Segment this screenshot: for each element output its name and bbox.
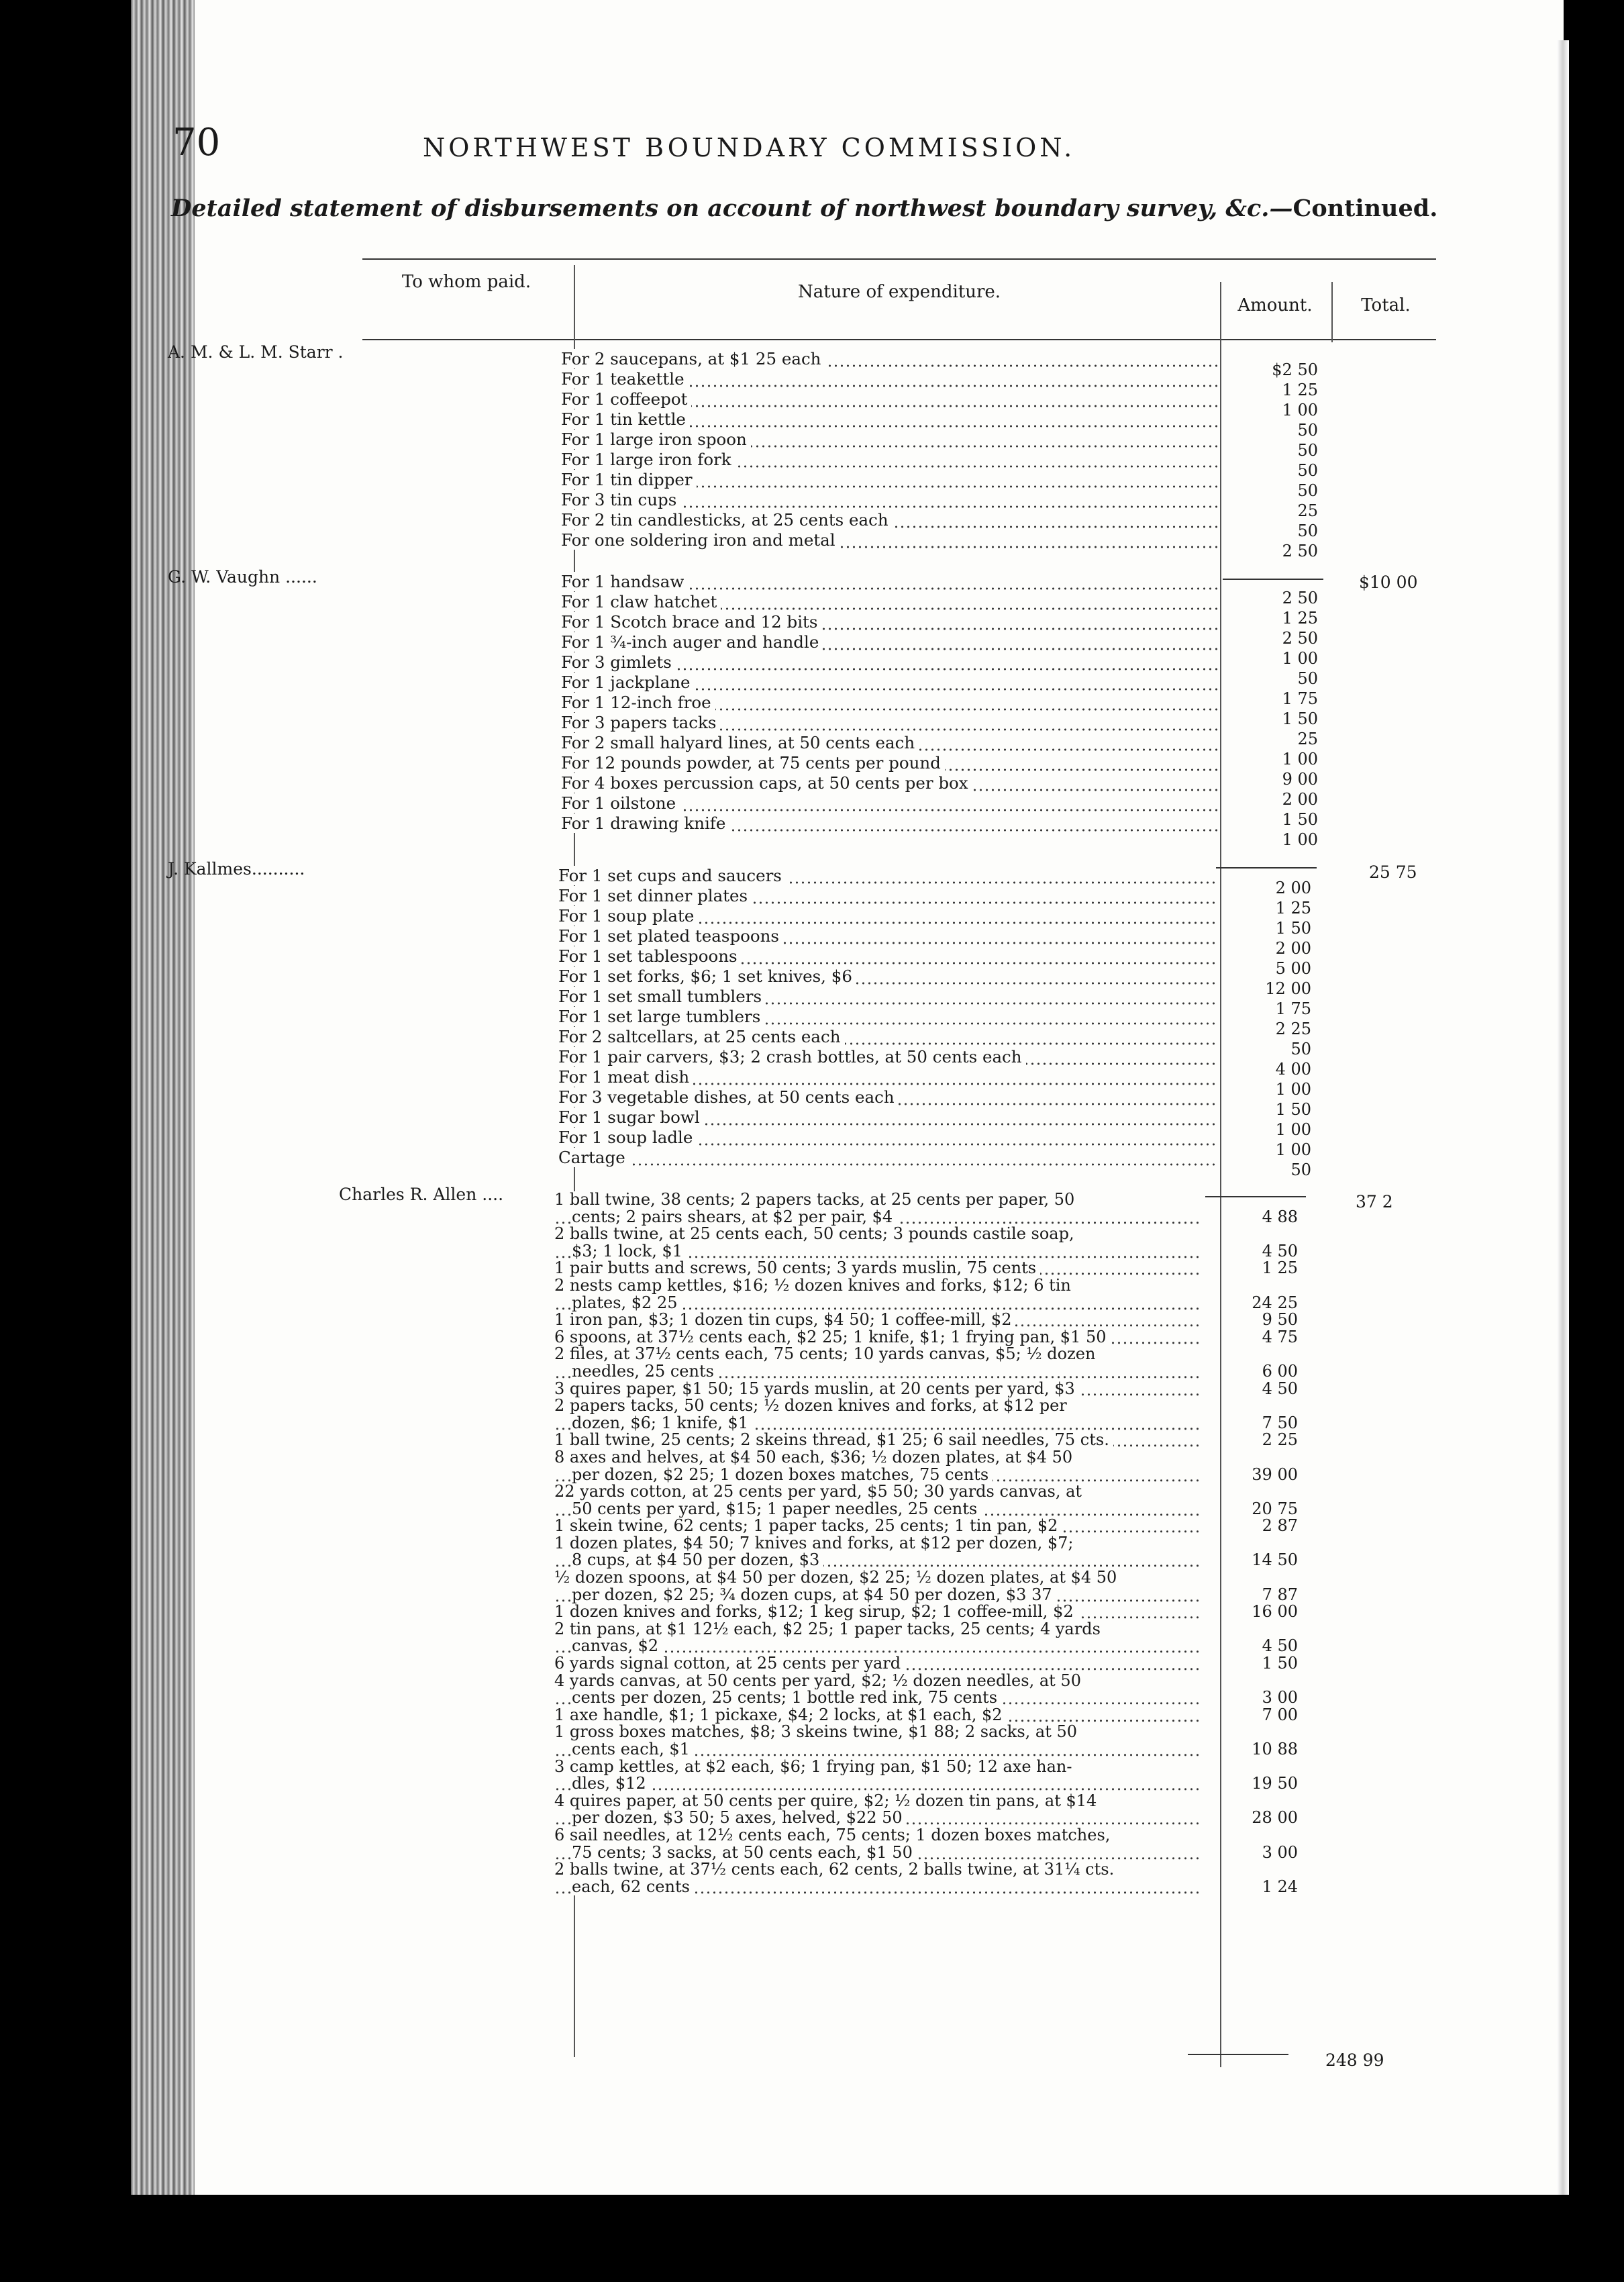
- expenditure-line: 4 yards canvas, at 50 cents per yard, $2; ½ dozen needles, at 50: [554, 1673, 1199, 1690]
- amount: 4 50: [1262, 1379, 1298, 1398]
- expenditure-entry: [554, 1861, 1199, 1895]
- amount: 50: [1297, 522, 1318, 540]
- expenditure-entry: [554, 1827, 1199, 1861]
- amount: 50: [1297, 421, 1318, 440]
- expenditure-line: 2 balls twine, at 37½ cents each, 62 cents, 2 balls twine, at 31¼ cts.: [554, 1861, 1199, 1879]
- amount: 1 00: [1282, 750, 1318, 768]
- expenditure-line: dozen, $6; 1 knife, $1: [554, 1415, 1199, 1432]
- amount: 25: [1297, 501, 1318, 520]
- expenditure-line: For 1 teakettle: [561, 369, 1219, 389]
- expenditure-entry: [554, 1277, 1199, 1311]
- amount: 1 24: [1262, 1877, 1298, 1896]
- expenditure-line: 1 axe handle, $1; 1 pickaxe, $4; 2 locks, at $1 each, $2: [554, 1707, 1199, 1724]
- expenditure-line: 1 pair butts and screws, 50 cents; 3 yards muslin, 75 cents: [554, 1260, 1199, 1277]
- group-total-kallmes: 37 2: [1356, 1192, 1393, 1211]
- items-allen: [554, 1191, 1199, 1895]
- amount: 1 75: [1282, 689, 1318, 708]
- expenditure-line: 50 cents per yard, $15; 1 paper needles, 25 cents: [554, 1501, 1199, 1518]
- amount: 9 00: [1282, 770, 1318, 789]
- expenditure-entry: [554, 1226, 1199, 1260]
- amount: 1 00: [1282, 649, 1318, 668]
- group-total-vaughn: 25 75: [1369, 862, 1417, 882]
- expenditure-line: 3 camp kettles, at $2 each, $6; 1 frying pan, $1 50; 12 axe han-: [554, 1758, 1199, 1776]
- payee-allen: Charles R. Allen ....: [339, 1185, 504, 1204]
- expenditure-entry: [554, 1329, 1199, 1346]
- amount: 1 25: [1262, 1258, 1298, 1278]
- expenditure-line: 75 cents; 3 sacks, at 50 cents each, $1 50: [554, 1844, 1199, 1862]
- amounts-starr: [1221, 360, 1329, 561]
- expenditure-entry: [554, 1260, 1199, 1277]
- amount: 50: [1290, 1160, 1311, 1179]
- amount: 16 00: [1252, 1602, 1298, 1622]
- payee-vaughn: G. W. Vaughn ......: [168, 567, 317, 587]
- amount: 1 00: [1275, 1140, 1311, 1159]
- page-number: 70: [172, 121, 221, 164]
- running-head: NORTHWEST BOUNDARY COMMISSION.: [423, 133, 1076, 162]
- expenditure-line: per dozen, $2 25; 1 dozen boxes matches, 75 cents: [554, 1467, 1199, 1484]
- amount: 1 25: [1275, 899, 1311, 917]
- expenditure-line: For 1 soup ladle: [558, 1128, 1216, 1148]
- expenditure-entry: [554, 1724, 1199, 1758]
- amount: 12 00: [1265, 979, 1311, 998]
- amount: 1 50: [1275, 919, 1311, 938]
- column-header-total: Total.: [1361, 295, 1411, 315]
- amount: 9 50: [1262, 1310, 1298, 1330]
- payee-kallmes: J. Kallmes..........: [168, 859, 305, 879]
- amount: 1 50: [1282, 810, 1318, 829]
- expenditure-line: 4 quires paper, at 50 cents per quire, $2; ½ dozen tin pans, at $14: [554, 1793, 1199, 1810]
- expenditure-line: 1 iron pan, $3; 1 dozen tin cups, $4 50; 1 coffee-mill, $2: [554, 1311, 1199, 1329]
- amounts-allen: [1201, 1191, 1309, 1895]
- amount: 1 50: [1262, 1654, 1298, 1673]
- amount: 7 00: [1262, 1705, 1298, 1724]
- expenditure-line: For 1 12-inch froe: [561, 693, 1219, 713]
- expenditure-entry: [554, 1603, 1199, 1621]
- amount: 50: [1297, 441, 1318, 460]
- group-total-starr: $10 00: [1359, 573, 1418, 592]
- expenditure-line: For one soldering iron and metal: [561, 530, 1219, 550]
- expenditure-line: needles, 25 cents: [554, 1363, 1199, 1381]
- expenditure-line: For 1 oilstone: [561, 793, 1219, 813]
- items-starr: [561, 349, 1219, 550]
- expenditure-line: 8 cups, at $4 50 per dozen, $3: [554, 1552, 1199, 1569]
- subtotal-rule: [1216, 867, 1317, 869]
- expenditure-line: For 1 sugar bowl: [558, 1107, 1216, 1128]
- expenditure-line: For 1 jackplane: [561, 673, 1219, 693]
- amount: 3 00: [1262, 1688, 1298, 1707]
- expenditure-line: 1 gross boxes matches, $8; 3 skeins twine, $1 88; 2 sacks, at 50: [554, 1724, 1199, 1741]
- amount: 10 88: [1252, 1740, 1298, 1758]
- expenditure-line: For 1 large iron spoon: [561, 430, 1219, 450]
- expenditure-line: $3; 1 lock, $1: [554, 1243, 1199, 1260]
- amount: 39 00: [1252, 1465, 1298, 1484]
- expenditure-line: 2 tin pans, at $1 12½ each, $2 25; 1 paper tacks, 25 cents; 4 yards: [554, 1621, 1199, 1638]
- expenditure-line: cents; 2 pairs shears, at $2 per pair, $4: [554, 1209, 1199, 1226]
- amount: 1 25: [1282, 609, 1318, 628]
- amount: 5 00: [1275, 959, 1311, 978]
- amount: 7 87: [1262, 1585, 1298, 1604]
- amount: 2 00: [1275, 939, 1311, 958]
- expenditure-line: For 1 claw hatchet: [561, 592, 1219, 612]
- expenditure-line: For 1 ¾-inch auger and handle: [561, 632, 1219, 652]
- expenditure-line: For 1 drawing knife: [561, 813, 1219, 834]
- amount: 2 25: [1262, 1430, 1298, 1450]
- column-divider-total: [1331, 282, 1333, 342]
- expenditure-line: canvas, $2: [554, 1638, 1199, 1655]
- amount: 4 50: [1262, 1636, 1298, 1656]
- expenditure-entry: [554, 1707, 1199, 1724]
- subtotal-rule: [1223, 579, 1323, 580]
- expenditure-line: For 1 tin dipper: [561, 470, 1219, 490]
- expenditure-entry: [554, 1381, 1199, 1398]
- expenditure-line: For 3 tin cups: [561, 490, 1219, 510]
- items-kallmes: [558, 866, 1216, 1168]
- expenditure-line: For 1 set small tumblers: [558, 987, 1216, 1007]
- header-bottom-rule: [362, 339, 1436, 340]
- amount: 1 00: [1275, 1080, 1311, 1099]
- subtotal-rule: [1188, 2054, 1288, 2055]
- expenditure-line: For 1 soup plate: [558, 906, 1216, 926]
- amount: 2 50: [1282, 589, 1318, 607]
- amount: 1 00: [1282, 401, 1318, 419]
- amount: 6 00: [1262, 1361, 1298, 1381]
- payee-starr: A. M. & L. M. Starr .: [168, 342, 344, 362]
- amount: 7 50: [1262, 1413, 1298, 1432]
- expenditure-entry: [554, 1569, 1199, 1603]
- amount: 28 00: [1252, 1808, 1298, 1828]
- amount: 2 25: [1275, 1020, 1311, 1038]
- expenditure-line: For 1 coffeepot: [561, 389, 1219, 409]
- expenditure-entry: [554, 1191, 1199, 1226]
- expenditure-entry: [554, 1518, 1199, 1535]
- amount: 50: [1290, 1040, 1311, 1058]
- column-header-amount: Amount.: [1237, 295, 1313, 315]
- expenditure-entry: [554, 1483, 1199, 1518]
- expenditure-entry: [554, 1397, 1199, 1432]
- expenditure-line: For 1 pair carvers, $3; 2 crash bottles, at 50 cents each: [558, 1047, 1216, 1067]
- amount: 1 00: [1275, 1120, 1311, 1139]
- amount: 2 00: [1275, 879, 1311, 897]
- amount: 2 50: [1282, 629, 1318, 648]
- amounts-kallmes: [1215, 878, 1322, 1180]
- expenditure-entry: [554, 1535, 1199, 1569]
- expenditure-line: per dozen, $2 25; ¾ dozen cups, at $4 50 per dozen, $3 37: [554, 1587, 1199, 1604]
- amount: 20 75: [1252, 1499, 1298, 1518]
- amount: 25: [1297, 730, 1318, 748]
- expenditure-line: For 2 tin candlesticks, at 25 cents each: [561, 510, 1219, 530]
- expenditure-line: For 1 set plated teaspoons: [558, 926, 1216, 946]
- expenditure-line: 2 papers tacks, 50 cents; ½ dozen knives and forks, at $12 per: [554, 1397, 1199, 1415]
- amount: 50: [1297, 461, 1318, 480]
- expenditure-line: 3 quires paper, $1 50; 15 yards muslin, at 20 cents per yard, $3: [554, 1381, 1199, 1398]
- expenditure-entry: [554, 1793, 1199, 1827]
- amount: 1 75: [1275, 999, 1311, 1018]
- expenditure-line: 6 yards signal cotton, at 25 cents per yard: [554, 1655, 1199, 1673]
- expenditure-line: 2 balls twine, at 25 cents each, 50 cents; 3 pounds castile soap,: [554, 1226, 1199, 1243]
- table-caption: [171, 195, 1446, 222]
- amount: 1 50: [1282, 709, 1318, 728]
- expenditure-line: 6 sail needles, at 12½ cents each, 75 cents; 1 dozen boxes matches,: [554, 1827, 1199, 1844]
- expenditure-line: 2 files, at 37½ cents each, 75 cents; 10 yards canvas, $5; ½ dozen: [554, 1346, 1199, 1363]
- expenditure-line: 1 ball twine, 25 cents; 2 skeins thread, $1 25; 6 sail needles, 75 cts.: [554, 1432, 1199, 1449]
- expenditure-line: dles, $12: [554, 1775, 1199, 1793]
- expenditure-line: 1 skein twine, 62 cents; 1 paper tacks, 25 cents; 1 tin pan, $2: [554, 1518, 1199, 1535]
- amount: 3 00: [1262, 1842, 1298, 1862]
- expenditure-line: For 3 vegetable dishes, at 50 cents each: [558, 1087, 1216, 1107]
- amount: 4 50: [1262, 1241, 1298, 1260]
- expenditure-line: For 12 pounds powder, at 75 cents per pound: [561, 753, 1219, 773]
- expenditure-line: For 1 set dinner plates: [558, 886, 1216, 906]
- expenditure-line: ½ dozen spoons, at $4 50 per dozen, $2 25; ½ dozen plates, at $4 50: [554, 1569, 1199, 1587]
- caption-italic: Detailed statement of disbursements on account of northwest boundary survey, &c.—: [171, 195, 1293, 222]
- expenditure-line: per dozen, $3 50; 5 axes, helved, $22 50: [554, 1809, 1199, 1827]
- amount: $2 50: [1272, 360, 1318, 379]
- expenditure-line: 1 dozen knives and forks, $12; 1 keg sirup, $2; 1 coffee-mill, $2: [554, 1603, 1199, 1621]
- expenditure-entry: [554, 1758, 1199, 1793]
- amount: 14 50: [1252, 1550, 1298, 1570]
- amount: 2 00: [1282, 790, 1318, 809]
- book-binding: [131, 0, 198, 2195]
- expenditure-line: For 1 set tablespoons: [558, 946, 1216, 966]
- expenditure-line: 8 axes and helves, at $4 50 each, $36; ½ dozen plates, at $4 50: [554, 1449, 1199, 1467]
- amount: 50: [1297, 669, 1318, 688]
- expenditure-line: 22 yards cotton, at 25 cents per yard, $5 50; 30 yards canvas, at: [554, 1483, 1199, 1501]
- expenditure-entry: [554, 1673, 1199, 1707]
- amount: 50: [1297, 481, 1318, 500]
- column-header-nature: Nature of expenditure.: [797, 282, 1001, 302]
- expenditure-line: Cartage: [558, 1148, 1216, 1168]
- expenditure-line: For 1 set cups and saucers: [558, 866, 1216, 886]
- amount: 1 25: [1282, 381, 1318, 399]
- amount: 2 50: [1282, 542, 1318, 560]
- expenditure-line: For 2 saltcellars, at 25 cents each: [558, 1027, 1216, 1047]
- expenditure-line: For 4 boxes percussion caps, at 50 cents per box: [561, 773, 1219, 793]
- caption-continued: Continued.: [1292, 195, 1438, 222]
- expenditure-line: For 1 set forks, $6; 1 set knives, $6: [558, 966, 1216, 987]
- expenditure-line: For 3 gimlets: [561, 652, 1219, 673]
- expenditure-line: For 1 tin kettle: [561, 409, 1219, 430]
- amount: 24 25: [1252, 1293, 1298, 1312]
- expenditure-line: For 1 meat dish: [558, 1067, 1216, 1087]
- expenditure-line: For 1 handsaw: [561, 572, 1219, 592]
- amounts-vaughn: [1221, 588, 1329, 850]
- expenditure-line: For 2 saucepans, at $1 25 each: [561, 349, 1219, 369]
- expenditure-line: plates, $2 25: [554, 1295, 1199, 1312]
- expenditure-entry: [554, 1346, 1199, 1380]
- expenditure-line: 6 spoons, at 37½ cents each, $2 25; 1 knife, $1; 1 frying pan, $1 50: [554, 1329, 1199, 1346]
- amount: 1 00: [1282, 830, 1318, 849]
- header-top-rule: [362, 258, 1436, 260]
- expenditure-line: For 1 set large tumblers: [558, 1007, 1216, 1027]
- expenditure-entry: [554, 1432, 1199, 1449]
- expenditure-line: 2 nests camp kettles, $16; ½ dozen knives and forks, $12; 6 tin: [554, 1277, 1199, 1295]
- expenditure-line: cents per dozen, 25 cents; 1 bottle red ink, 75 cents: [554, 1689, 1199, 1707]
- expenditure-entry: [554, 1449, 1199, 1483]
- amount: 19 50: [1252, 1774, 1298, 1793]
- expenditure-line: 1 dozen plates, $4 50; 7 knives and forks, at $12 per dozen, $7;: [554, 1535, 1199, 1552]
- column-header-payee: To whom paid.: [401, 272, 531, 292]
- expenditure-line: For 2 small halyard lines, at 50 cents each: [561, 733, 1219, 753]
- expenditure-line: For 3 papers tacks: [561, 713, 1219, 733]
- expenditure-line: cents each, $1: [554, 1741, 1199, 1758]
- expenditure-line: For 1 Scotch brace and 12 bits: [561, 612, 1219, 632]
- expenditure-entry: [554, 1621, 1199, 1655]
- expenditure-entry: [554, 1311, 1199, 1329]
- expenditure-line: For 1 large iron fork: [561, 450, 1219, 470]
- amount: 2 87: [1262, 1516, 1298, 1536]
- expenditure-line: each, 62 cents: [554, 1879, 1199, 1896]
- amount: 4 88: [1262, 1207, 1298, 1226]
- group-total-allen: 248 99: [1325, 2050, 1384, 2070]
- amount: 4 00: [1275, 1060, 1311, 1079]
- expenditure-line: 1 ball twine, 38 cents; 2 papers tacks, at 25 cents per paper, 50: [554, 1191, 1199, 1209]
- expenditure-entry: [554, 1655, 1199, 1673]
- items-vaughn: [561, 572, 1219, 834]
- amount: 4 75: [1262, 1327, 1298, 1346]
- amount: 1 50: [1275, 1100, 1311, 1119]
- facing-page-edge: [1557, 40, 1569, 2195]
